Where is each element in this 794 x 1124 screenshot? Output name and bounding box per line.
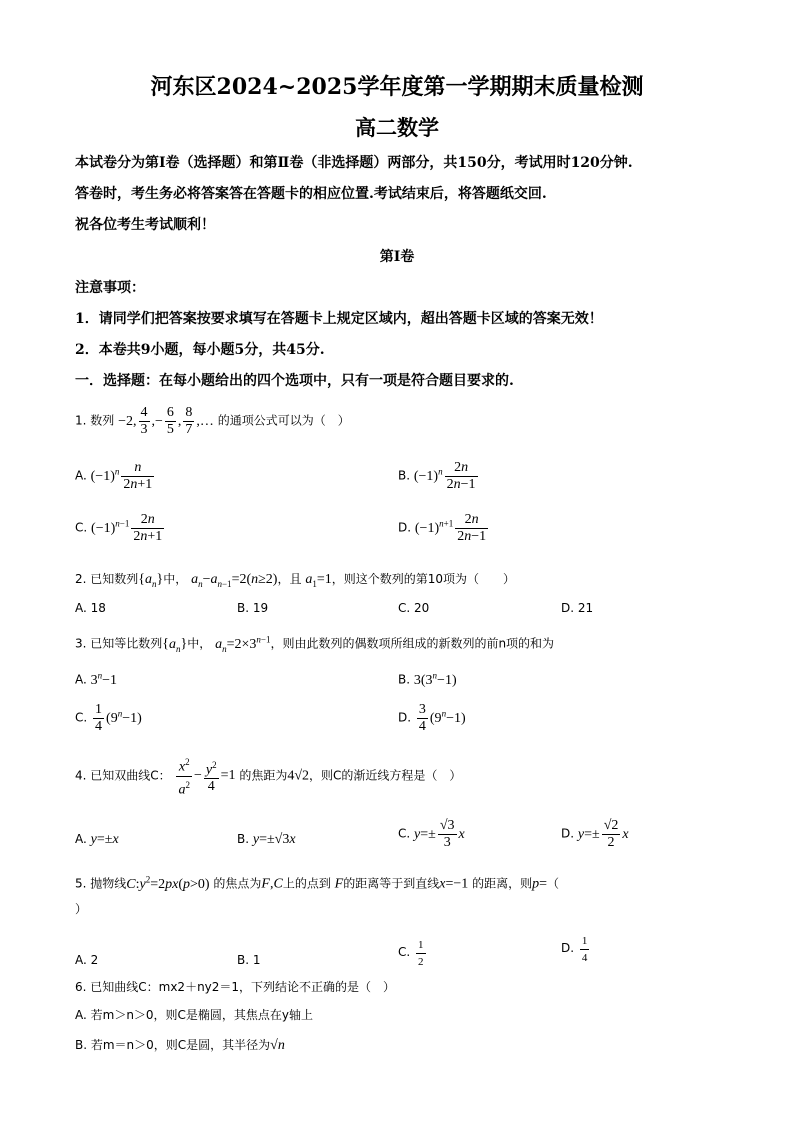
q1-option-b[interactable]: B. $(-1)^n$ $\frac{2n}{2n-1}$ <box>398 460 476 492</box>
section-heading: 第Ⅰ卷 <box>379 249 415 265</box>
q1-sequence: −2, $\frac{4}{3}$ ,− $\frac{6}{5}$ , $\frac{8}{7}$ ,… <box>118 405 214 437</box>
q6-option-a[interactable]: A. 若m＞n＞0，则C是椭圆，其焦点在y轴上 <box>75 1008 314 1022</box>
intro-line-1: 本试卷分为第Ⅰ卷（选择题）和第Ⅱ卷（非选择题）两部分，共150分，考试用时120分钟. <box>75 155 633 171</box>
question-5-continued: ） <box>75 902 88 916</box>
q1-option-a[interactable]: A. $(-1)^n$ $\frac{n}{2n+1}$ <box>75 460 153 492</box>
intro-line-3: 祝各位考生考试顺利！ <box>75 217 215 233</box>
q2-option-d[interactable]: D. 21 <box>561 601 594 615</box>
q5-option-d[interactable]: D. $\frac{1}{4}$ <box>561 935 588 964</box>
q5-option-c[interactable]: C. $\frac{1}{2}$ <box>398 939 424 968</box>
q4-option-c[interactable]: C. y=± $\frac{√3}{3}$ x <box>398 818 465 850</box>
q2-option-a[interactable]: A. 18 <box>75 601 106 615</box>
q6-option-b[interactable]: B. 若m＝n＞0，则C是圆，其半径为√n <box>75 1038 285 1053</box>
question-6: 6. 已知曲线C：mx2＋ny2＝1，下列结论不正确的是（ ） <box>75 980 396 994</box>
exam-title: 河东区2024~2025学年度第一学期期末质量检测 <box>150 74 644 100</box>
q3-option-c[interactable]: C. $\frac{1}{4}$ $(9^n-1)$ <box>75 702 142 734</box>
note-2: 2．本卷共9小题，每小题5分，共45分. <box>75 342 325 358</box>
notes-title: 注意事项： <box>75 280 145 296</box>
q2-option-c[interactable]: C. 20 <box>398 601 430 615</box>
q4-option-b[interactable]: B. y=±√3x <box>237 832 296 847</box>
question-1: 1. 数列 −2, $\frac{4}{3}$ ,− $\frac{6}{5}$ , $\frac{8}{7}$ ,… 的通项公式可以为（ ） <box>75 405 350 437</box>
exam-subject: 高二数学 <box>355 115 439 140</box>
question-5: 5. 抛物线$C:y^2=2px(p>0)$ 的焦点为F,C上的点到 F的距离等于到直线x=−1 的距离，则p=（ <box>75 874 560 892</box>
intro-line-2: 答卷时，考生务必将答案答在答题卡的相应位置.考试结束后，将答题纸交回. <box>75 186 547 202</box>
q3-option-a[interactable]: A. $3^n-1$ <box>75 670 118 688</box>
q4-option-a[interactable]: A. y=±x <box>75 832 119 847</box>
question-2: 2. 已知数列$\{a_n\}$中， $a_n-a_{n-1}=2(n\ge 2)$，且 $a_1=1$，则这个数列的第10项为（ ） <box>75 572 516 589</box>
q1-option-c[interactable]: C. $(-1)^{n-1}$ $\frac{2n}{2n+1}$ <box>75 512 163 544</box>
q4-option-d[interactable]: D. y=± $\frac{√2}{2}$ x <box>561 818 629 850</box>
question-3: 3. 已知等比数列$\{a_n\}$中， $a_n=2\times 3^{n-1}$，则由此数列的偶数项所组成的新数列的前n项的和为 <box>75 634 555 654</box>
q5-option-b[interactable]: B. 1 <box>237 953 261 967</box>
q2-option-b[interactable]: B. 19 <box>237 601 269 615</box>
question-4: 4. 已知双曲线C： $\frac{x^2}{a^2}$ − $\frac{y^2}{4}$ =1 的焦距为4√2，则C的渐近线方程是（ ） <box>75 754 461 798</box>
q3-option-b[interactable]: B. $3(3^n-1)$ <box>398 670 457 688</box>
part-title: 一．选择题：在每小题给出的四个选项中，只有一项是符合题目要求的. <box>75 373 514 389</box>
q1-option-d[interactable]: D. $(-1)^{n+1}$ $\frac{2n}{2n-1}$ <box>398 512 487 544</box>
note-1: 1．请同学们把答案按要求填写在答题卡上规定区域内，超出答题卡区域的答案无效！ <box>75 311 603 327</box>
q5-option-a[interactable]: A. 2 <box>75 953 99 967</box>
q3-option-d[interactable]: D. $\frac{3}{4}$ $(9^n-1)$ <box>398 702 466 734</box>
